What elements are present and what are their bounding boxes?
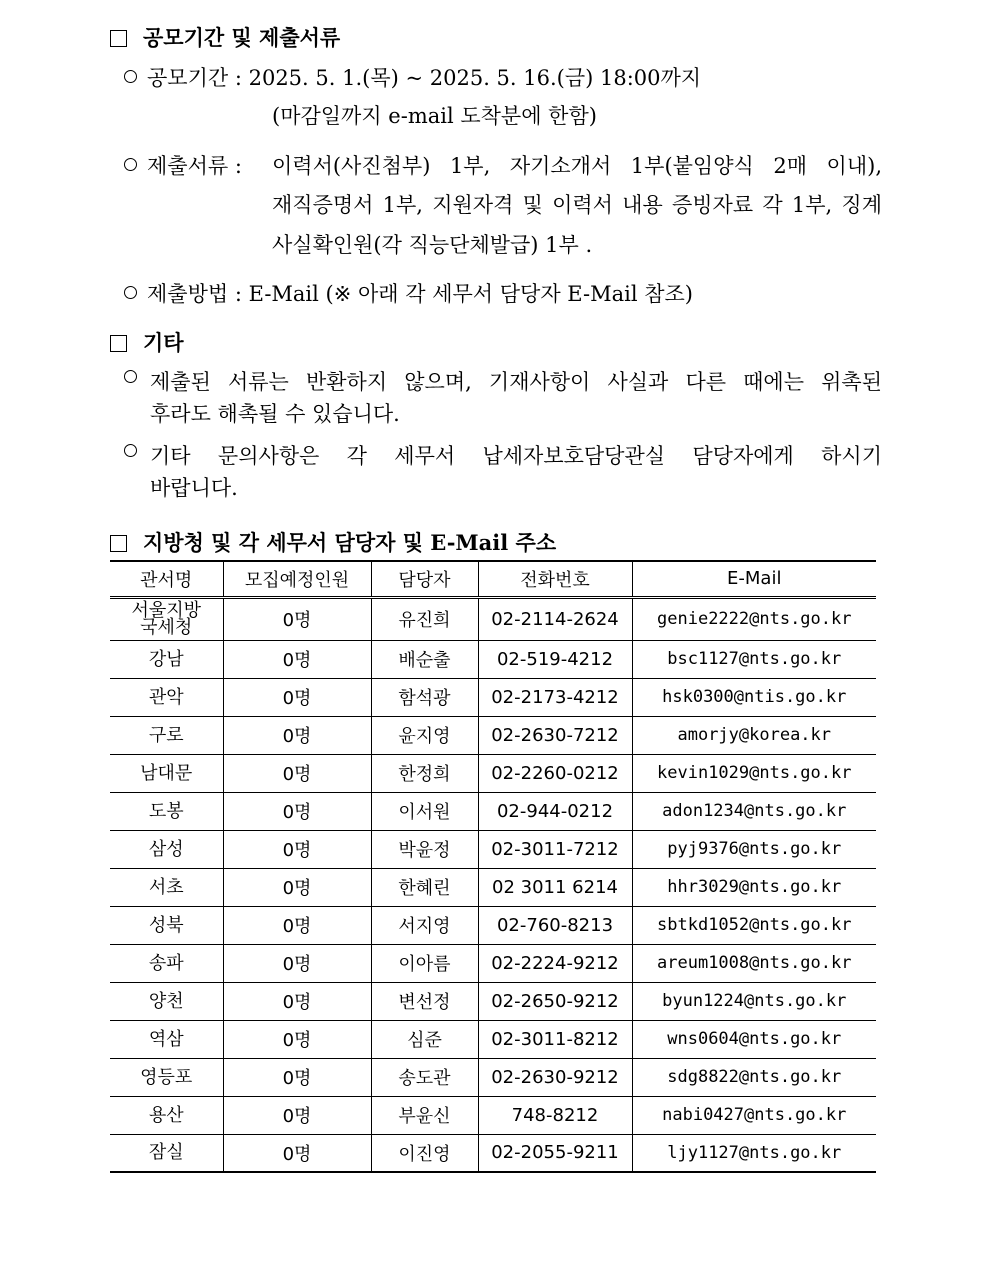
cell-phone: 02-944-0212 (478, 792, 632, 830)
cell-recruit-count: 0명 (223, 868, 371, 906)
cell-email: nabi0427@nts.go.kr (632, 1096, 876, 1134)
cell-recruit-count: 0명 (223, 906, 371, 944)
cell-email: sbtkd1052@nts.go.kr (632, 906, 876, 944)
cell-contact-person: 한혜린 (371, 868, 478, 906)
cell-contact-person: 이진영 (371, 1134, 478, 1172)
other-item-1-line-2: 후라도 해촉될 수 있습니다. (150, 402, 400, 426)
cell-contact-person: 함석광 (371, 678, 478, 716)
cell-email: ljy1127@nts.go.kr (632, 1134, 876, 1172)
cell-office: 용산 (110, 1096, 223, 1134)
cell-phone: 02-760-8213 (478, 906, 632, 944)
cell-office: 송파 (110, 944, 223, 982)
cell-email: areum1008@nts.go.kr (632, 944, 876, 982)
cell-office: 도봉 (110, 792, 223, 830)
cell-email: adon1234@nts.go.kr (632, 792, 876, 830)
cell-office: 서울지방 국세청 (110, 597, 223, 640)
method-line (124, 278, 693, 308)
cell-contact-person: 변선정 (371, 982, 478, 1020)
cell-phone: 02-3011-7212 (478, 830, 632, 868)
table-row (110, 678, 876, 716)
cell-email: hsk0300@ntis.go.kr (632, 678, 876, 716)
cell-recruit-count: 0명 (223, 944, 371, 982)
table-row (110, 792, 876, 830)
header-contact-person: 담당자 (371, 561, 478, 597)
docs-label: 제출서류 : (147, 154, 242, 178)
table-row (110, 1096, 876, 1134)
other-item-1-line-1: 제출된 서류는 반환하지 않으며, 기재사항이 사실과 다른 때에는 위촉된 (150, 370, 882, 394)
table-row (110, 1020, 876, 1058)
circle-bullet-icon (124, 286, 137, 299)
section-title: 지방청 및 각 세무서 담당자 및 E-Mail 주소 (143, 530, 557, 555)
cell-phone: 02-2650-9212 (478, 982, 632, 1020)
other-item-2-line-1: 기타 문의사항은 각 세무서 납세자보호담당관실 담당자에게 하시기 (150, 444, 882, 468)
cell-email: amorjy@korea.kr (632, 716, 876, 754)
checkbox-square-icon (110, 535, 127, 552)
cell-contact-person: 이서원 (371, 792, 478, 830)
cell-recruit-count: 0명 (223, 640, 371, 678)
cell-office: 관악 (110, 678, 223, 716)
cell-office: 삼성 (110, 830, 223, 868)
cell-phone: 02 3011 6214 (478, 868, 632, 906)
cell-email: wns0604@nts.go.kr (632, 1020, 876, 1058)
cell-office: 성북 (110, 906, 223, 944)
cell-office: 남대문 (110, 754, 223, 792)
circle-bullet-icon (124, 370, 137, 383)
other-item-1-bullet (124, 366, 147, 390)
checkbox-square-icon (110, 30, 127, 47)
cell-contact-person: 부윤신 (371, 1096, 478, 1134)
method-value: E-Mail (※ 아래 각 세무서 담당자 E-Mail 참조) (248, 282, 693, 306)
table-row (110, 982, 876, 1020)
cell-phone: 02-2630-7212 (478, 716, 632, 754)
docs-line-3: 사실확인원(각 직능단체발급) 1부 . (272, 233, 593, 257)
section-title: 공모기간 및 제출서류 (143, 25, 341, 50)
cell-recruit-count: 0명 (223, 792, 371, 830)
cell-contact-person: 유진희 (371, 597, 478, 640)
cell-email: sdg8822@nts.go.kr (632, 1058, 876, 1096)
section-heading-other (110, 327, 184, 357)
period-note: (마감일까지 e-mail 도착분에 한함) (272, 104, 597, 128)
cell-recruit-count: 0명 (223, 597, 371, 640)
contacts-table (110, 560, 876, 1173)
cell-phone: 02-519-4212 (478, 640, 632, 678)
cell-phone: 748-8212 (478, 1096, 632, 1134)
cell-office: 서초 (110, 868, 223, 906)
section-title: 기타 (143, 330, 184, 355)
cell-recruit-count: 0명 (223, 830, 371, 868)
cell-recruit-count: 0명 (223, 678, 371, 716)
cell-contact-person: 박윤정 (371, 830, 478, 868)
docs-label-line (124, 150, 242, 180)
cell-recruit-count: 0명 (223, 1020, 371, 1058)
other-item-2-line-2: 바랍니다. (150, 476, 238, 500)
cell-email: hhr3029@nts.go.kr (632, 868, 876, 906)
cell-email: pyj9376@nts.go.kr (632, 830, 876, 868)
cell-contact-person: 한정희 (371, 754, 478, 792)
cell-office: 구로 (110, 716, 223, 754)
docs-line-2: 재직증명서 1부, 지원자격 및 이력서 내용 증빙자료 각 1부, 징계 (272, 193, 882, 217)
header-recruit-count: 모집예정인원 (223, 561, 371, 597)
header-office: 관서명 (110, 561, 223, 597)
cell-office: 영등포 (110, 1058, 223, 1096)
cell-email: kevin1029@nts.go.kr (632, 754, 876, 792)
cell-contact-person: 배순출 (371, 640, 478, 678)
cell-recruit-count: 0명 (223, 754, 371, 792)
cell-contact-person: 이아름 (371, 944, 478, 982)
cell-recruit-count: 0명 (223, 1096, 371, 1134)
cell-recruit-count: 0명 (223, 1058, 371, 1096)
checkbox-square-icon (110, 335, 127, 352)
cell-contact-person: 심준 (371, 1020, 478, 1058)
circle-bullet-icon (124, 444, 137, 457)
table-row (110, 868, 876, 906)
cell-email: bsc1127@nts.go.kr (632, 640, 876, 678)
section-heading-period (110, 22, 340, 52)
cell-recruit-count: 0명 (223, 982, 371, 1020)
cell-recruit-count: 0명 (223, 1134, 371, 1172)
cell-contact-person: 윤지영 (371, 716, 478, 754)
cell-phone: 02-3011-8212 (478, 1020, 632, 1058)
cell-office: 양천 (110, 982, 223, 1020)
circle-bullet-icon (124, 158, 137, 171)
table-row (110, 830, 876, 868)
cell-phone: 02-2224-9212 (478, 944, 632, 982)
cell-contact-person: 송도관 (371, 1058, 478, 1096)
period-value: 2025. 5. 1.(목) ~ 2025. 5. 16.(금) 18:00까지 (248, 66, 702, 90)
period-line (124, 62, 701, 92)
cell-office: 역삼 (110, 1020, 223, 1058)
table-header-row (110, 561, 876, 597)
section-heading-contacts (110, 527, 556, 557)
cell-recruit-count: 0명 (223, 716, 371, 754)
cell-phone: 02-2114-2624 (478, 597, 632, 640)
method-label: 제출방법 : (147, 282, 242, 306)
cell-phone: 02-2173-4212 (478, 678, 632, 716)
cell-contact-person: 서지영 (371, 906, 478, 944)
table-row (110, 597, 876, 640)
circle-bullet-icon (124, 70, 137, 83)
table-row (110, 906, 876, 944)
cell-phone: 02-2055-9211 (478, 1134, 632, 1172)
cell-email: byun1224@nts.go.kr (632, 982, 876, 1020)
header-phone: 전화번호 (478, 561, 632, 597)
cell-office: 강남 (110, 640, 223, 678)
other-item-2-bullet (124, 440, 147, 464)
cell-office: 잠실 (110, 1134, 223, 1172)
table-row (110, 716, 876, 754)
docs-line-1: 이력서(사진첨부) 1부, 자기소개서 1부(붙임양식 2매 이내), (272, 154, 882, 178)
header-email: E-Mail (632, 561, 876, 597)
table-row (110, 640, 876, 678)
table-row (110, 1134, 876, 1172)
cell-email: genie2222@nts.go.kr (632, 597, 876, 640)
cell-phone: 02-2260-0212 (478, 754, 632, 792)
period-label: 공모기간 : (147, 66, 242, 90)
table-row (110, 1058, 876, 1096)
table-row (110, 944, 876, 982)
cell-phone: 02-2630-9212 (478, 1058, 632, 1096)
table-row (110, 754, 876, 792)
